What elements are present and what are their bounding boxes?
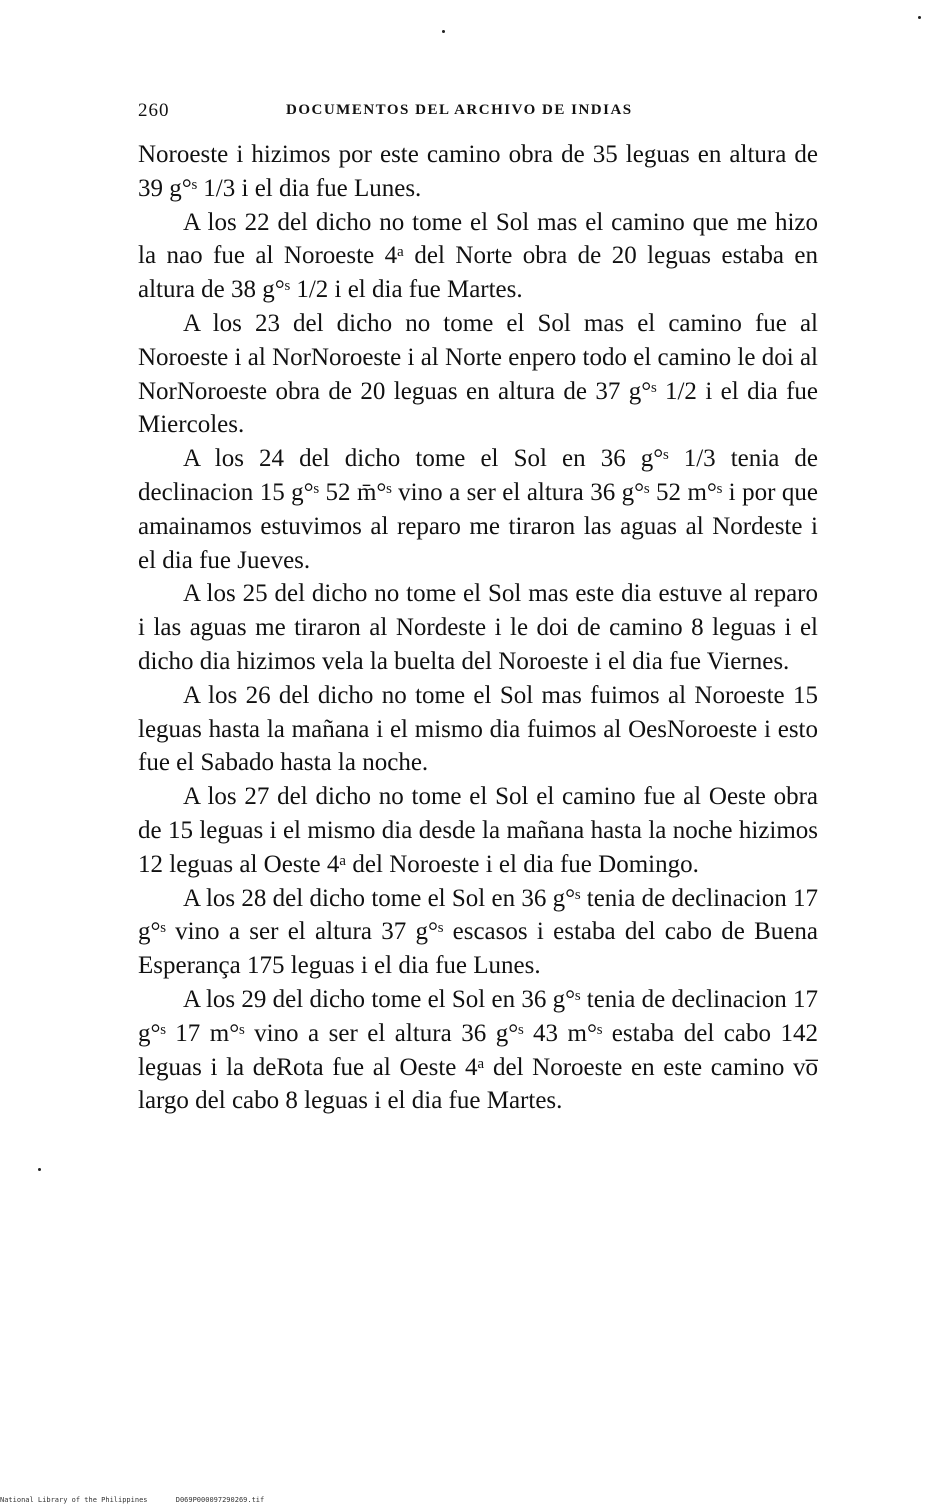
paragraph: A los 24 del dicho tome el Sol en 36 g°ˢ 1/3 tenia de declinacion 15 g°ˢ 52 m̄°ˢ vino a ser el altura 36 g°ˢ 52 m°ˢ i por que amainamos estuvimos al reparo me tiraron las aguas al Nordeste i el dia fue Jueves. bbox=[138, 445, 818, 574]
paragraph: Noroeste i hizimos por este camino obra de 35 leguas en altura de 39 g°ˢ 1/3 i el dia fue Lunes. bbox=[138, 141, 818, 202]
paragraph: A los 26 del dicho no tome el Sol mas fuimos al Noroeste 15 leguas hasta la mañana i el mismo dia fuimos al OesNoroeste i esto fue el Sabado hasta la noche. bbox=[138, 681, 818, 777]
paragraph: A los 25 del dicho no tome el Sol mas este dia estuve al reparo i las aguas me tiraron al Nordeste i le doi de camino 8 leguas i el dicho dia hizimos vela la buelta del Noroeste i el dia fue Viernes. bbox=[138, 580, 818, 675]
paragraph: A los 29 del dicho tome el Sol en 36 g°ˢ tenia de declinacion 17 g°ˢ 17 m°ˢ vino a ser el altura 36 g°ˢ 43 m°ˢ estaba del cabo 142 leguas i la deRota fue al Oeste 4ᵃ del Noroeste en este camino vo̅ largo del cabo 8 leguas i el dia fue Martes. bbox=[138, 985, 818, 1115]
paragraph: A los 28 del dicho tome el Sol en 36 g°ˢ tenia de declinacion 17 g°ˢ vino a ser el altura 37 g°ˢ escasos i estaba del cabo de Buena Esperança 175 leguas i el dia fue Lunes. bbox=[138, 884, 818, 980]
body-text bbox=[138, 138, 818, 1118]
paragraph: A los 23 del dicho no tome el Sol mas el camino fue al Noroeste i al NorNoroeste i al Norte enpero todo el camino le doi al NorNoroeste obra de 20 leguas en altura de 37 g°ˢ 1/2 i el dia fue Miercoles. bbox=[138, 309, 818, 439]
library-credit: National Library of the Philippines bbox=[0, 1496, 148, 1504]
speck-mark bbox=[442, 30, 445, 33]
page-header bbox=[138, 100, 818, 126]
running-head: DOCUMENTOS DEL ARCHIVO DE INDIAS bbox=[286, 102, 633, 118]
paragraph: A los 22 del dicho no tome el Sol mas el camino que me hizo la nao fue al Noroeste 4ᵃ del Norte obra de 20 leguas estaba en altura de 38 g°ˢ 1/2 i el dia fue Martes. bbox=[138, 208, 818, 304]
scan-footer bbox=[0, 1496, 400, 1504]
page-number: 260 bbox=[138, 100, 170, 121]
speck-mark bbox=[918, 16, 921, 19]
paragraph: A los 27 del dicho no tome el Sol el camino fue al Oeste obra de 15 leguas i el mismo dia desde la mañana hasta la noche hizimos 12 leguas al Oeste 4ᵃ del Noroeste i el dia fue Domingo. bbox=[138, 783, 818, 878]
file-id: D069P000097290269.tif bbox=[175, 1496, 265, 1504]
speck-mark bbox=[38, 1168, 41, 1171]
